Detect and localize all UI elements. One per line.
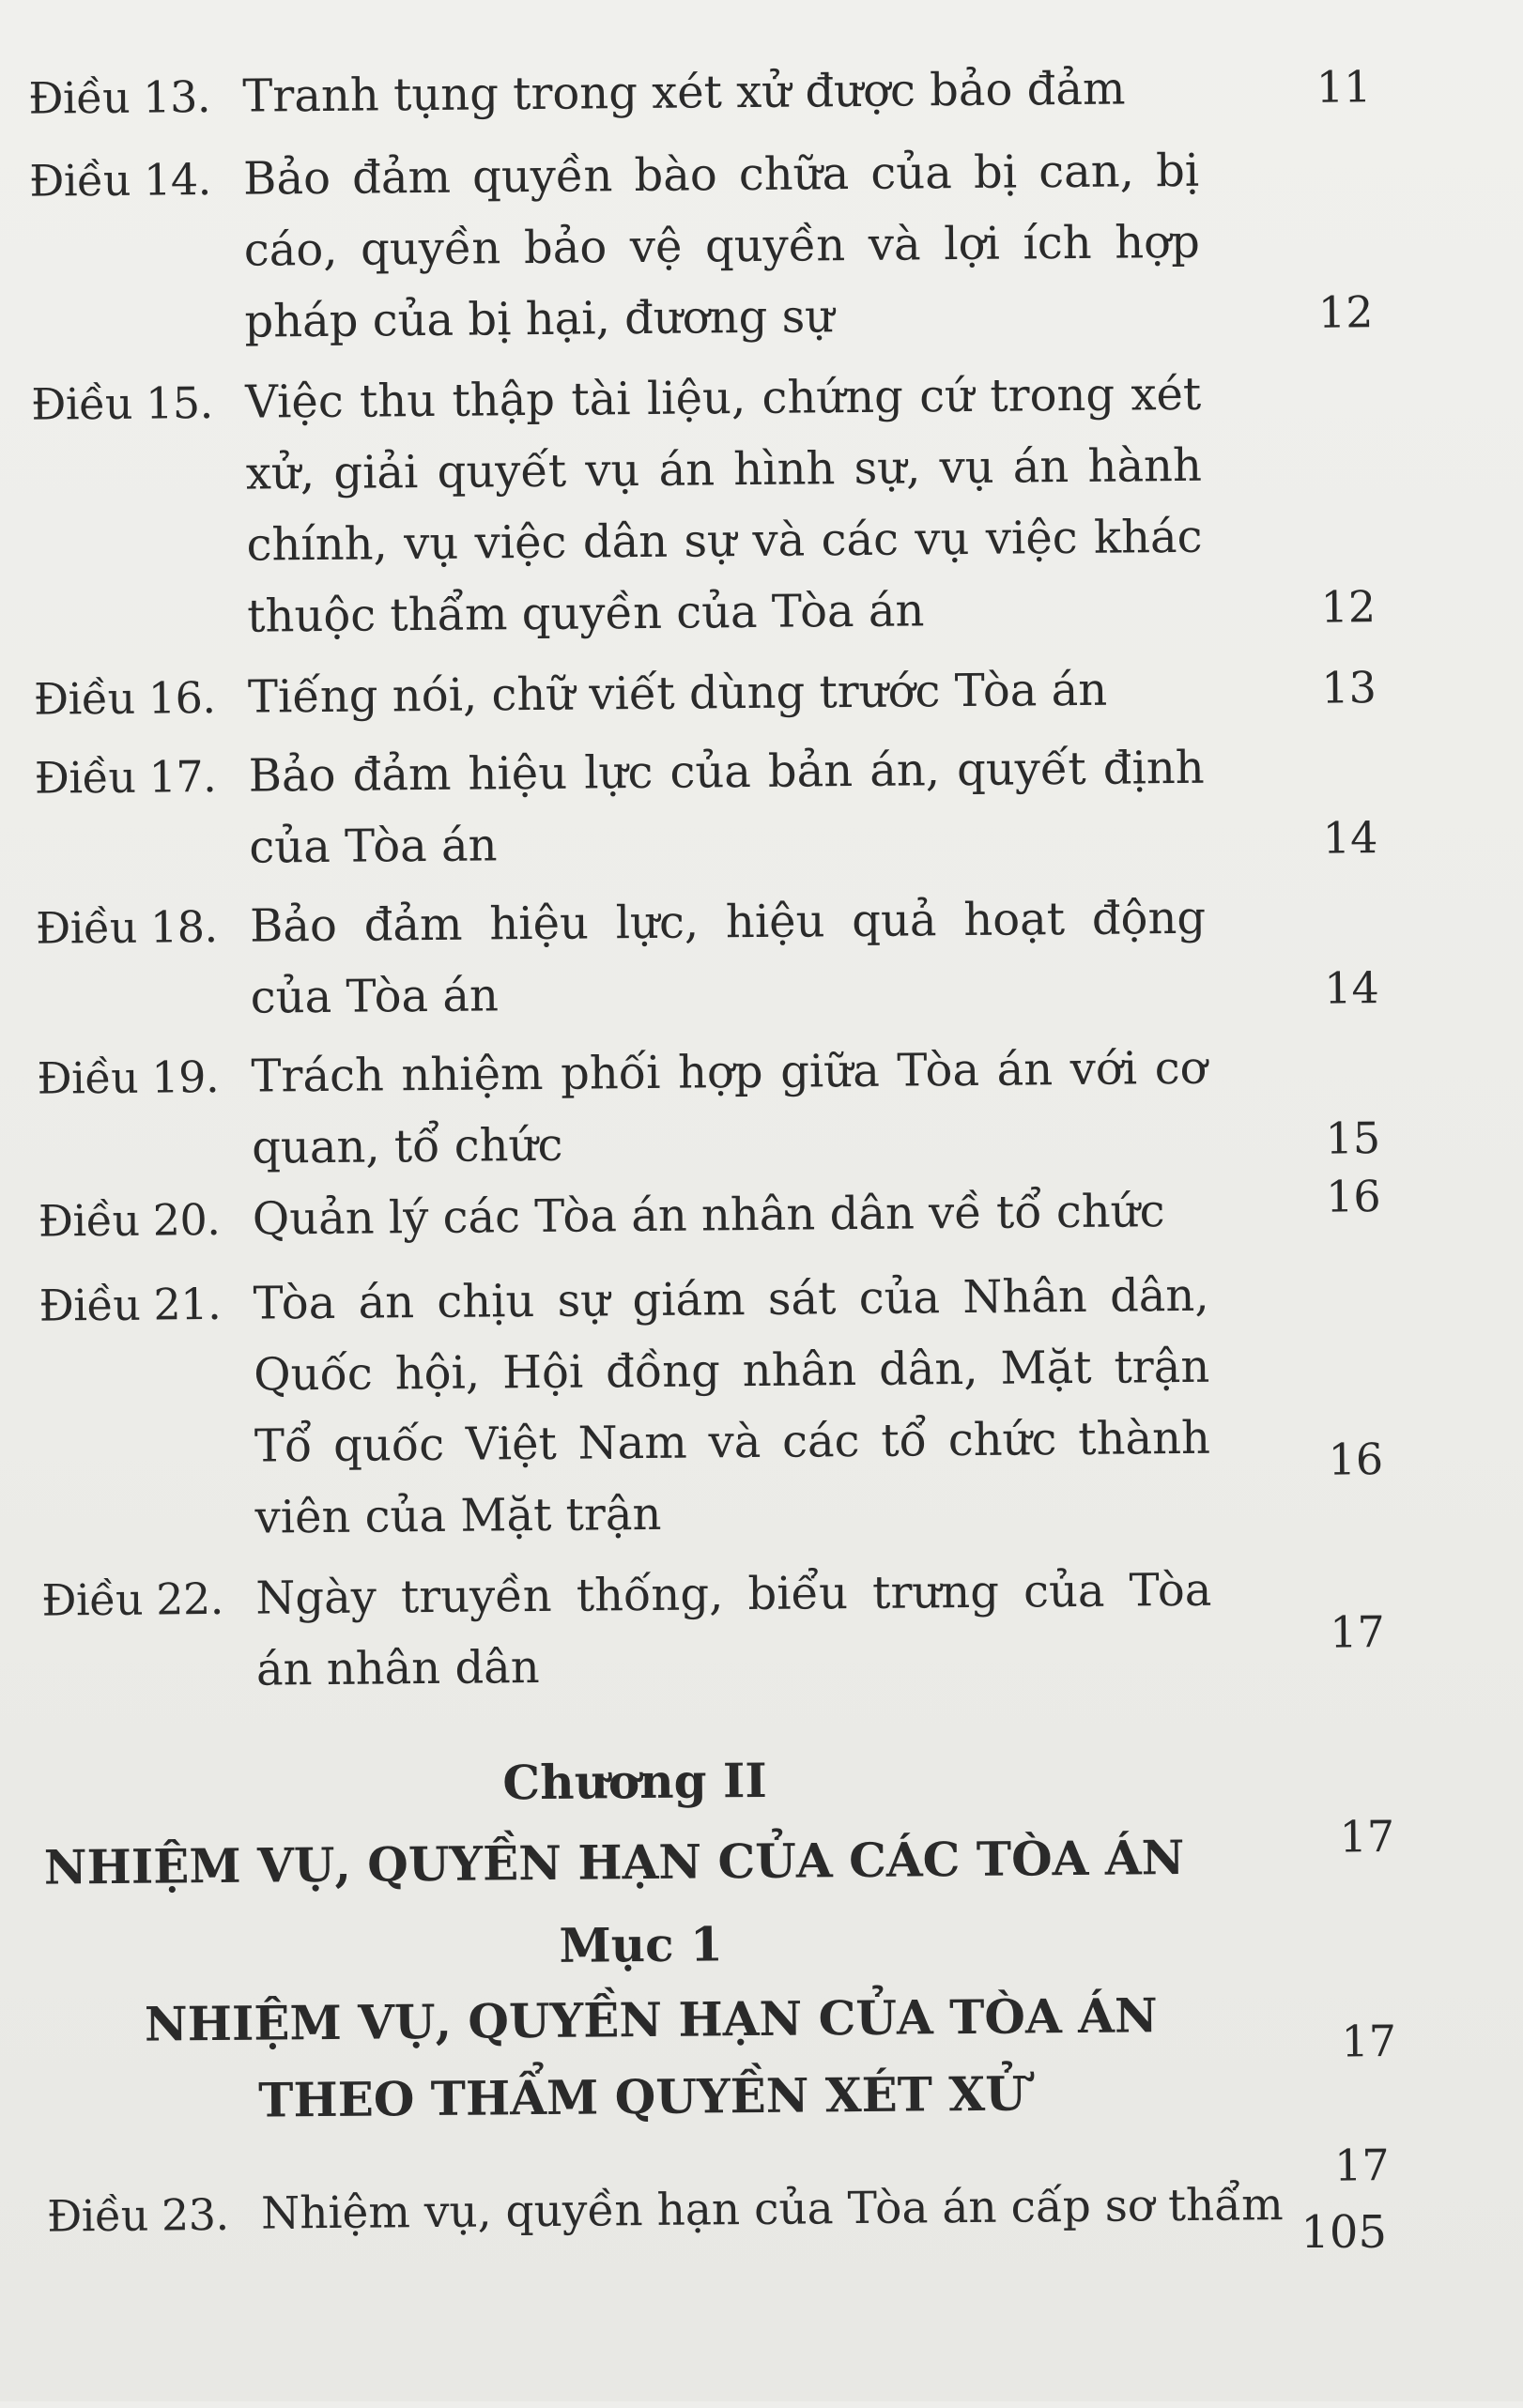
article-title: Tiếng nói, chữ viết dùng trước Tòa án [247,663,1108,724]
page-ref: 17 [1333,2140,1390,2191]
page-ref: 16 [1328,1434,1384,1485]
article-title: Quản lý các Tòa án nhân dân về tổ chức [252,1185,1165,1246]
page-ref: 15 [1325,1112,1381,1164]
article-title: Việc thu thập tài liệu, chứng cứ trong xét xử, giải quyết vụ án hình sự, vụ án hành chính, vụ việc dân sự và các vụ việc khác thuộc thẩm quyền của Tòa án [245,367,1203,643]
toc-entry [38,1173,1382,1256]
article-title: Trách nhiệm phối hợp giữa Tòa án với cơ quan, tổ chức [251,1041,1208,1174]
toc-entry [36,881,1379,1035]
page-ref: 16 [1325,1171,1381,1222]
article-title: Bảo đảm hiệu lực của bản án, quyết định của Tòa án [248,741,1205,874]
page-ref: 13 [1321,662,1377,713]
page-ref: 12 [1317,286,1374,338]
chapter-title: NHIỆM VỤ, QUYỀN HẠN CỦA CÁC TÒA ÁN [43,1830,1185,1895]
page-ref: 17 [1341,2016,1397,2067]
article-label: Điều 21. [38,1278,222,1331]
article-title: Tranh tụng trong xét xử được bảo đảm [242,62,1126,123]
toc-entry [37,1031,1380,1185]
page-ref: 12 [1320,581,1377,633]
toc-entry [34,730,1377,884]
page-number: 105 [1300,2206,1387,2259]
chapter-label: Chương II [502,1752,768,1811]
article-label: Điều 20. [38,1193,221,1247]
toc-entry [38,1258,1384,1555]
article-label: Điều 16. [33,671,216,725]
article-label: Điều 13. [28,70,211,124]
page-ref: 17 [1329,1606,1385,1658]
page-ref: 14 [1322,812,1378,864]
toc-entry [41,1553,1385,1707]
section-title-line-1: NHIỆM VỤ, QUYỀN HẠN CỦA TÒA ÁN [144,1987,1158,2052]
article-title: Bảo đảm hiệu lực, hiệu quả hoạt động của Tòa án [249,891,1207,1024]
toc-entry [31,357,1377,653]
article-label: Điều 23. [46,2188,229,2242]
section-label: Mục 1 [559,1916,724,1973]
article-title: Bảo đảm quyền bào chữa của bị can, bị cáo, quyền bảo vệ quyền và lợi ích hợp pháp của bị hại, đương sự [242,144,1201,348]
article-label: Điều 17. [34,750,217,804]
article-title: Tòa án chịu sự giám sát của Nhân dân, Quốc hội, Hội đồng nhân dân, Mặt trận Tổ quốc Việt Nam và các tổ chức thành viên của Mặt trận [253,1268,1211,1544]
article-title: Nhiệm vụ, quyền hạn của Tòa án cấp sơ thẩm [260,2179,1284,2240]
article-label: Điều 18. [35,900,218,954]
article-label: Điều 22. [41,1572,224,1626]
section-title-line-2: THEO THẨM QUYỀN XÉT XỬ [258,2065,1027,2128]
article-title: Ngày truyền thống, biểu trưng của Tòa án nhân dân [255,1563,1212,1696]
article-label: Điều 15. [31,376,214,430]
toc-entry [34,652,1377,734]
article-label: Điều 19. [37,1051,220,1104]
page-ref: 14 [1323,962,1379,1014]
page-ref: 11 [1315,61,1372,113]
toc-entry [29,133,1374,359]
article-label: Điều 14. [28,153,211,207]
toc-entry [28,51,1372,133]
page-ref: 17 [1339,1811,1395,1863]
